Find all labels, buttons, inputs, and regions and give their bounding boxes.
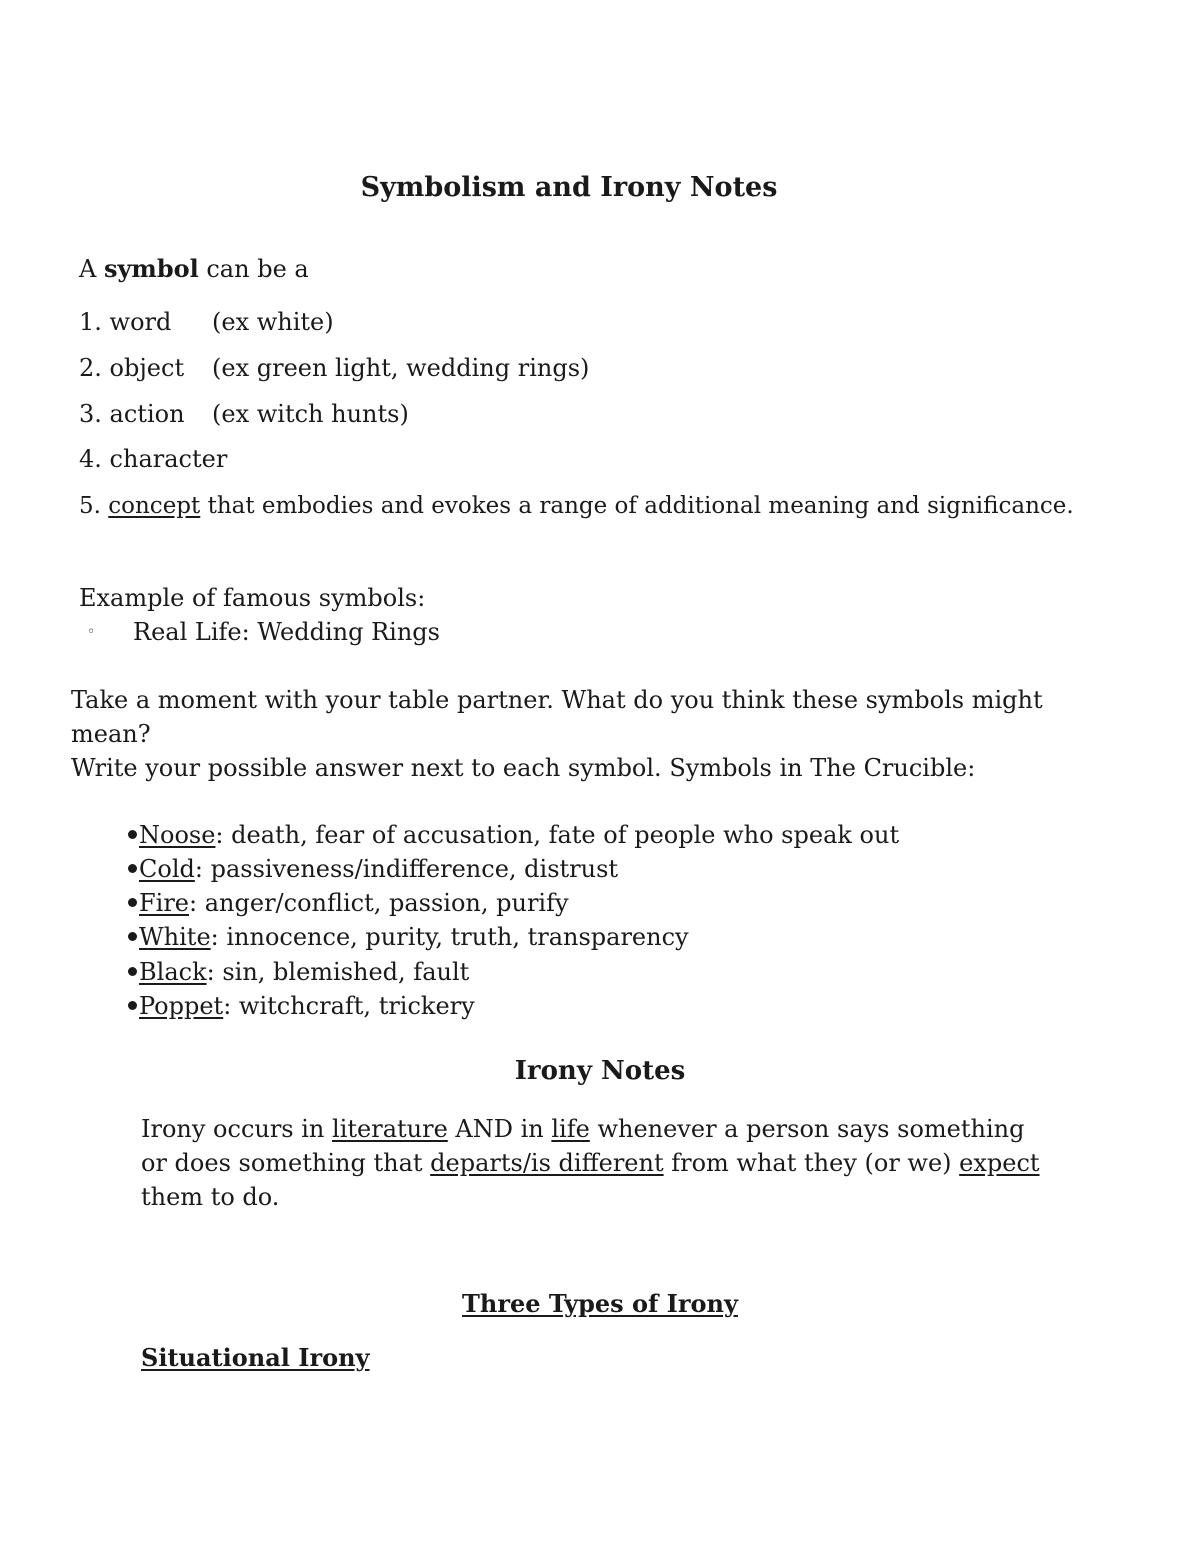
symbol-list-item <box>79 399 409 429</box>
prompt-line: mean? <box>71 720 151 748</box>
crucible-symbol-item <box>128 957 469 987</box>
list-label: object <box>109 354 185 382</box>
list-example: (ex green light, wedding rings) <box>212 354 590 382</box>
symbol-meaning: : death, fear of accusation, fate of people who speak out <box>215 821 900 849</box>
symbol-intro-suffix: can be a <box>198 255 309 283</box>
bullet-icon <box>128 967 137 976</box>
list-number: 3. <box>79 400 102 428</box>
symbol-term: Noose <box>139 821 216 849</box>
irony-text: Irony occurs in <box>141 1115 333 1143</box>
list-label: character <box>109 445 228 473</box>
irony-term-expect: expect <box>959 1149 1040 1177</box>
symbol-list-item <box>79 353 590 383</box>
symbol-intro <box>79 254 309 284</box>
symbol-meaning: : sin, blemished, fault <box>206 958 470 986</box>
irony-term-life: life <box>551 1115 590 1143</box>
famous-item-text: Real Life: Wedding Rings <box>133 618 440 646</box>
crucible-symbol-item <box>128 888 569 918</box>
bullet-icon <box>128 932 137 941</box>
symbol-intro-term: symbol <box>103 254 199 283</box>
list-number: 5. <box>79 493 101 519</box>
famous-heading: Example of famous symbols: <box>79 584 426 612</box>
types-heading-text: Three Types of Irony <box>462 1289 738 1318</box>
crucible-symbol-item <box>128 854 618 884</box>
situational-heading-text: Situational Irony <box>141 1343 370 1372</box>
irony-heading: Irony Notes <box>514 1056 686 1086</box>
irony-term-departs: departs/is different <box>430 1149 664 1177</box>
symbol-list-item <box>79 491 1074 521</box>
irony-text: whenever a person says something or does something that <box>141 1115 1025 1177</box>
prompt-line: Take a moment with your table partner. What do you think these symbols might <box>71 686 1043 714</box>
symbol-term: Black <box>139 958 207 986</box>
irony-text: them to do. <box>141 1183 280 1211</box>
symbol-meaning: : witchcraft, trickery <box>223 992 475 1020</box>
list-example: (ex witch hunts) <box>212 400 409 428</box>
list-number: 1. <box>79 308 102 336</box>
symbol-list-item <box>79 307 334 337</box>
list-label: concept <box>108 493 201 519</box>
symbol-meaning: : anger/conflict, passion, purify <box>189 889 569 917</box>
bullet-icon <box>128 1001 137 1010</box>
symbol-list-item <box>79 444 227 474</box>
list-label: action <box>109 400 185 428</box>
irony-term-literature: literature <box>332 1115 448 1143</box>
crucible-symbol-item <box>128 820 899 850</box>
symbol-term: Fire <box>139 889 190 917</box>
bullet-icon <box>128 864 137 873</box>
bullet-icon <box>128 898 137 907</box>
list-number: 4. <box>79 445 102 473</box>
list-example: (ex white) <box>212 308 334 336</box>
list-number: 2. <box>79 354 102 382</box>
symbol-meaning: : innocence, purity, truth, transparency <box>210 923 689 951</box>
irony-text: AND in <box>447 1115 552 1143</box>
crucible-symbol-item <box>128 922 689 952</box>
prompt-line: Write your possible answer next to each symbol. Symbols in The Crucible: <box>71 754 976 782</box>
bullet-icon <box>128 830 137 839</box>
situational-heading <box>141 1343 370 1373</box>
list-label: word <box>109 308 172 336</box>
symbol-term: White <box>139 923 211 951</box>
types-heading <box>0 1289 1200 1319</box>
irony-text: from what they (or we) <box>663 1149 960 1177</box>
page-title: Symbolism and Irony Notes <box>360 172 778 203</box>
irony-definition <box>141 1112 1041 1214</box>
circle-bullet-icon: ◦ <box>87 624 96 640</box>
symbol-meaning: : passiveness/indifference, distrust <box>194 855 619 883</box>
symbol-term: Cold <box>139 855 195 883</box>
crucible-symbol-item <box>128 991 475 1021</box>
symbol-intro-prefix: A <box>79 255 104 283</box>
list-rest: that embodies and evokes a range of additional meaning and significance. <box>200 493 1074 519</box>
symbol-term: Poppet <box>139 992 224 1020</box>
